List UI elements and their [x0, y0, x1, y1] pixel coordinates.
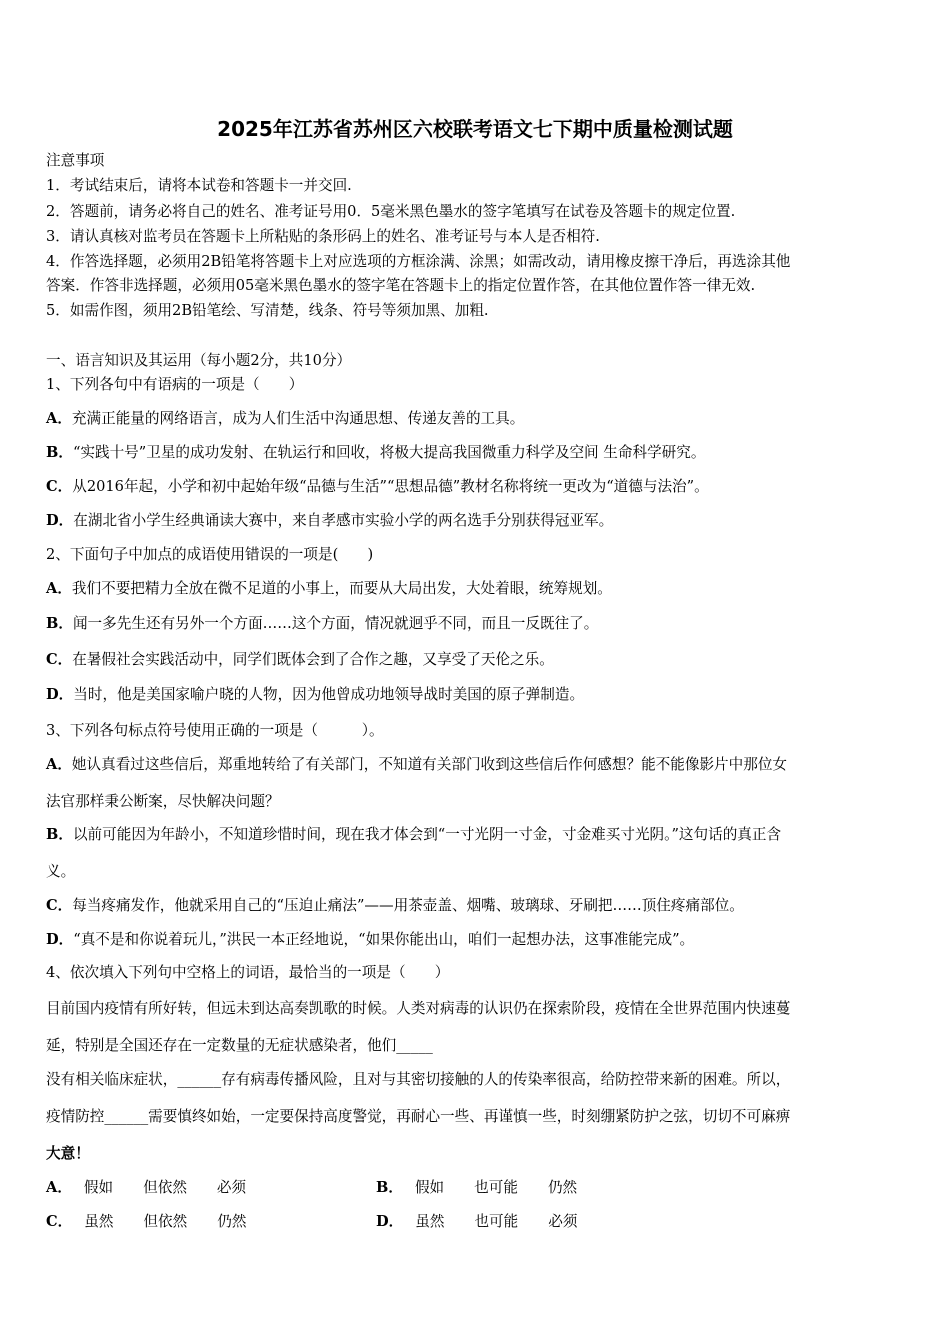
q3-option-d [46, 930, 916, 950]
option-label: D． [46, 512, 74, 529]
q2-option-d [46, 685, 916, 705]
q1-stem: 1、下列各句中有语病的一项是（ ） [46, 376, 304, 393]
q1-option-d [46, 511, 916, 531]
option-label: D． [46, 686, 74, 703]
option-text: 在暑假社会实践活动中，同学们既体会到了合作之趣，又享受了天伦之乐。 [72, 651, 554, 668]
option-label: B． [46, 615, 73, 632]
option-word: 虽然 [415, 1213, 445, 1230]
q3-stem: 3、下列各句标点符号使用正确的一项是（ ）。 [46, 722, 384, 739]
option-text: 闻一多先生还有另外一个方面……这个方面，情况就迥乎不同，而且一反既往了。 [72, 615, 599, 632]
option-word: 必须 [216, 1179, 247, 1196]
option-word: 也可能 [474, 1213, 519, 1230]
q4-passage-2: 延，特别是全国还存在一定数量的无症状感染者，他们_____ [46, 1037, 433, 1054]
option-label: A． [46, 756, 72, 773]
notice-item-3: 3．请认真核对监考员在答题卡上所粘贴的条形码上的姓名、准考证号与本人是否相符. [46, 228, 600, 245]
option-label: D． [376, 1213, 404, 1230]
option-text: 以前可能因为年龄小，不知道珍惜时间，现在我才体会到“一寸光阴一寸金，寸金难买寸光阴。”这句话的真正含 [72, 826, 782, 843]
option-word: 假如 [414, 1179, 445, 1196]
q2-option-a [46, 579, 916, 599]
notice-item-4-cont: 答案．作答非选择题，必须用05毫米黑色墨水的签字笔在答题卡上的指定位置作答，在其他位置作答一律无效. [46, 277, 756, 294]
q1-option-b [46, 443, 916, 463]
option-text: “真不是和你说着玩儿，”洪民一本正经地说，“如果你能出山，咱们一起想办法，这事准能完成”。 [73, 931, 695, 948]
option-word: 假如 [83, 1179, 114, 1196]
option-label: C． [46, 651, 73, 668]
option-word: 也可能 [474, 1179, 518, 1196]
option-label: C． [46, 897, 73, 914]
option-word: 仍然 [547, 1179, 578, 1196]
q3-option-b [46, 825, 916, 845]
option-word: 虽然 [84, 1213, 114, 1230]
option-label: D． [46, 931, 74, 948]
option-label: C． [46, 478, 73, 495]
option-text: 从2016年起，小学和初中起始年级“品德与生活”“思想品德”教材名称将统一更改为“道德与法治”。 [72, 478, 709, 495]
option-text: 她认真看过这些信后，郑重地转给了有关部门，不知道有关部门收到这些信后作何感想？能不能像影片中那位女 [71, 756, 788, 773]
option-word: 但依然 [143, 1213, 188, 1230]
q2-stem: 2、下面句子中加点的成语使用错误的一项是( ) [46, 546, 374, 563]
option-label: B． [46, 826, 73, 843]
q1-option-c [46, 477, 916, 497]
q4-passage-4: 疫情防控______需要慎终如始，一定要保持高度警觉，再耐心一些、再谨慎一些，时刻绷紧防护之弦，切切不可麻痹 [46, 1108, 791, 1125]
notice-item-1: 1．考试结束后，请将本试卷和答题卡一并交回. [46, 177, 352, 194]
option-text: 我们不要把精力全放在微不足道的小事上，而要从大局出发，大处着眼，统筹规划。 [71, 580, 612, 597]
option-text: 充满正能量的网络语言，成为人们生活中沟通思想、传递友善的工具。 [71, 410, 525, 427]
option-label: B． [46, 444, 73, 461]
option-label: B． [376, 1179, 403, 1196]
section-heading: 一、语言知识及其运用（每小题2分，共10分） [46, 352, 352, 369]
option-label: A． [46, 580, 72, 597]
q2-option-c [46, 650, 916, 670]
q3-option-c [46, 896, 916, 916]
q4-passage-3: 没有相关临床症状，______存有病毒传播风险，且对与其密切接触的人的传染率很高，给防控带来新的困难。所以， [46, 1071, 791, 1088]
q4-option-c [46, 1212, 246, 1232]
q4-passage-5: 大意！ [46, 1145, 90, 1162]
notice-item-2: 2．答题前，请务必将自己的姓名、准考证号用0．5毫米黑色墨水的签字笔填写在试卷及答题卡的规定位置. [46, 203, 736, 220]
option-text: 当时，他是美国家喻户晓的人物，因为他曾成功地领导战时美国的原子弹制造。 [73, 686, 585, 703]
option-word: 仍然 [217, 1213, 247, 1230]
q4-option-a [46, 1178, 246, 1198]
q1-option-a [46, 409, 916, 429]
option-label: A． [46, 1179, 72, 1196]
option-text: “实践十号”卫星的成功发射、在轨运行和回收，将极大提高我国微重力科学及空间 生命科学研究。 [72, 444, 706, 461]
notice-item-5: 5．如需作图，须用2B铅笔绘、写清楚，线条、符号等须加黑、加粗. [46, 302, 489, 319]
q4-passage-1: 目前国内疫情有所好转，但远未到达高奏凯歌的时候。人类对病毒的认识仍在探索阶段，疫情在全世界范围内快速蔓 [46, 1000, 791, 1017]
page-title: 2025年江苏省苏州区六校联考语文七下期中质量检测试题 [217, 117, 733, 141]
q3-option-b-cont: 义。 [46, 863, 76, 880]
option-label: C． [46, 1213, 73, 1230]
notice-item-4: 4．作答选择题，必须用2B铅笔将答题卡上对应选项的方框涂满、涂黑；如需改动，请用橡皮擦干净后，再选涂其他 [46, 253, 791, 270]
option-word: 必须 [548, 1213, 578, 1230]
q2-option-b [46, 614, 916, 634]
option-text: 在湖北省小学生经典诵读大赛中，来自孝感市实验小学的两名选手分别获得冠亚军。 [73, 512, 614, 529]
q4-option-b [376, 1178, 577, 1198]
option-word: 但依然 [143, 1179, 187, 1196]
option-label: A． [46, 410, 72, 427]
q4-stem: 4、依次填入下列句中空格上的词语，最恰当的一项是（ ） [46, 964, 450, 981]
q3-option-a-cont: 法官那样秉公断案，尽快解决问题？ [46, 793, 280, 810]
q4-option-d [376, 1212, 577, 1232]
option-text: 每当疼痛发作，他就采用自己的“压迫止痛法”——用茶壶盖、烟嘴、玻璃球、牙刷把……顶住疼痛部位。 [72, 897, 744, 914]
notice-heading: 注意事项 [46, 152, 105, 169]
q3-option-a [46, 755, 916, 775]
